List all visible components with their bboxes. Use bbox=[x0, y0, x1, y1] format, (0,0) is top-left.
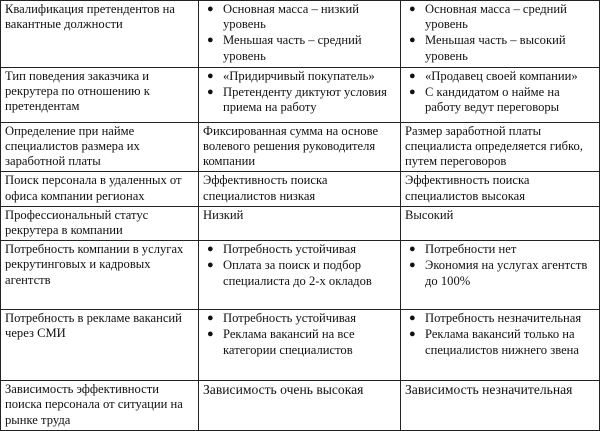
bullet-icon: ● bbox=[409, 259, 416, 272]
row-label-cell bbox=[1, 172, 199, 206]
row-label: Квалификация претендентов на вакантные должности bbox=[5, 2, 175, 32]
list-item-text: Меньшая часть – средний уровень bbox=[223, 33, 362, 63]
col3-cell bbox=[401, 67, 600, 122]
list-item-text: «Продавец своей компании» bbox=[425, 68, 578, 83]
list-item bbox=[203, 85, 397, 115]
list-item bbox=[405, 85, 596, 115]
row-label: Поиск персонала в удаленных от офиса компании регионах bbox=[5, 173, 182, 203]
col2-cell bbox=[199, 172, 401, 206]
col3-cell bbox=[401, 241, 600, 310]
list-item-text: Меньшая часть – высокий уровень bbox=[425, 33, 566, 63]
list-item-text: «Придирчивый покупатель» bbox=[223, 68, 375, 83]
col2-cell bbox=[199, 67, 401, 122]
cell-text: Эффективность поиска специалистов низкая bbox=[203, 173, 328, 203]
row-label: Зависимость эффективности поиска персонала от ситуации на рынке труда bbox=[5, 382, 183, 427]
table-row bbox=[1, 122, 600, 172]
bullet-list bbox=[203, 242, 397, 289]
cell-text: Зависимость очень высокая bbox=[203, 382, 364, 398]
bullet-icon: ● bbox=[207, 86, 214, 99]
list-item-text: Реклама вакансий на все категории специалистов bbox=[223, 327, 355, 357]
list-item bbox=[405, 258, 596, 288]
list-item-text: Потребность устойчивая bbox=[223, 311, 357, 326]
list-item-text: Потребность устойчивая bbox=[223, 242, 357, 257]
bullet-list bbox=[405, 69, 596, 116]
list-item bbox=[405, 327, 596, 357]
list-item bbox=[203, 2, 397, 32]
bullet-icon: ● bbox=[207, 3, 214, 15]
bullet-list bbox=[203, 311, 397, 358]
list-item bbox=[203, 69, 397, 84]
row-label: Определение при найме специалистов размера их заработной платы bbox=[5, 123, 140, 169]
list-item-text: Основная масса – средний уровень bbox=[425, 2, 567, 32]
list-item-text: Претенденту диктуют условия приема на работу bbox=[223, 85, 387, 115]
list-item-text: Оплата за поиск и подбор специалиста до 2-х окладов bbox=[223, 258, 372, 288]
list-item bbox=[405, 2, 596, 32]
col3-cell bbox=[401, 172, 600, 206]
row-label: Профессиональный статус рекрутера в компании bbox=[5, 207, 149, 238]
list-item-text: С кандидатом о найме на работу ведут переговоры bbox=[425, 85, 560, 115]
bullet-list bbox=[405, 242, 596, 289]
cell-text: Размер заработной платы специалиста определяется гибко, путем переговоров bbox=[405, 123, 583, 169]
table-row bbox=[1, 241, 600, 310]
bullet-list bbox=[405, 311, 596, 358]
bullet-list bbox=[203, 2, 397, 64]
list-item bbox=[405, 242, 596, 257]
bullet-list bbox=[203, 69, 397, 116]
list-item-text: Потребности нет bbox=[425, 242, 517, 257]
cell-text: Низкий bbox=[203, 207, 244, 222]
bullet-icon: ● bbox=[207, 69, 214, 82]
col2-cell bbox=[199, 381, 401, 431]
list-item bbox=[203, 242, 397, 257]
table-row bbox=[1, 67, 600, 122]
list-item-text: Реклама вакансий только на специалистов нижнего звена bbox=[425, 327, 580, 357]
row-label-cell bbox=[1, 310, 199, 381]
row-label-cell bbox=[1, 1, 199, 68]
cell-text: Зависимость незначительная bbox=[405, 382, 573, 398]
table-row bbox=[1, 1, 600, 68]
col3-cell bbox=[401, 310, 600, 381]
col2-cell bbox=[199, 1, 401, 68]
table-row bbox=[1, 310, 600, 381]
bullet-icon: ● bbox=[207, 259, 214, 272]
row-label-cell bbox=[1, 122, 199, 172]
bullet-icon: ● bbox=[409, 243, 416, 256]
list-item bbox=[203, 33, 397, 63]
list-item bbox=[203, 327, 397, 357]
list-item bbox=[405, 69, 596, 84]
bullet-icon: ● bbox=[207, 243, 214, 256]
row-label: Потребность компании в услугах рекрутинговых и кадровых агентств bbox=[5, 242, 184, 287]
cell-text: Высокий bbox=[405, 207, 454, 222]
row-label-cell bbox=[1, 381, 199, 431]
bullet-icon: ● bbox=[409, 69, 416, 82]
col3-cell bbox=[401, 381, 600, 431]
col3-cell bbox=[401, 1, 600, 68]
cell-text: Эффективность поиска специалистов высокая bbox=[405, 173, 530, 203]
col2-cell bbox=[199, 122, 401, 172]
bullet-icon: ● bbox=[409, 86, 416, 99]
list-item bbox=[405, 311, 596, 326]
bullet-list bbox=[405, 2, 596, 64]
bullet-icon: ● bbox=[409, 312, 416, 325]
bullet-icon: ● bbox=[207, 328, 214, 341]
table-row bbox=[1, 206, 600, 240]
table-row bbox=[1, 172, 600, 206]
list-item bbox=[203, 311, 397, 326]
list-item-text: Основная масса – низкий уровень bbox=[223, 2, 359, 32]
bullet-icon: ● bbox=[207, 312, 214, 325]
col2-cell bbox=[199, 241, 401, 310]
table-row bbox=[1, 381, 600, 431]
list-item-text: Потребность незначительная bbox=[425, 311, 582, 326]
bullet-icon: ● bbox=[409, 328, 416, 341]
bullet-icon: ● bbox=[207, 34, 214, 47]
bullet-icon: ● bbox=[409, 3, 416, 15]
row-label: Потребность в рекламе вакансий через СМИ bbox=[5, 311, 182, 341]
list-item-text: Экономия на услугах агентств до 100% bbox=[425, 258, 588, 288]
row-label-cell bbox=[1, 241, 199, 310]
row-label-cell bbox=[1, 206, 199, 240]
cell-text: Фиксированная сумма на основе волевого решения руководителя компании bbox=[203, 123, 379, 169]
col3-cell bbox=[401, 206, 600, 240]
row-label-cell bbox=[1, 67, 199, 122]
list-item bbox=[203, 258, 397, 288]
col3-cell bbox=[401, 122, 600, 172]
col2-cell bbox=[199, 206, 401, 240]
col2-cell bbox=[199, 310, 401, 381]
row-label: Тип поведения заказчика и рекрутера по отношению к претендентам bbox=[5, 68, 150, 114]
list-item bbox=[405, 33, 596, 63]
bullet-icon: ● bbox=[409, 34, 416, 47]
